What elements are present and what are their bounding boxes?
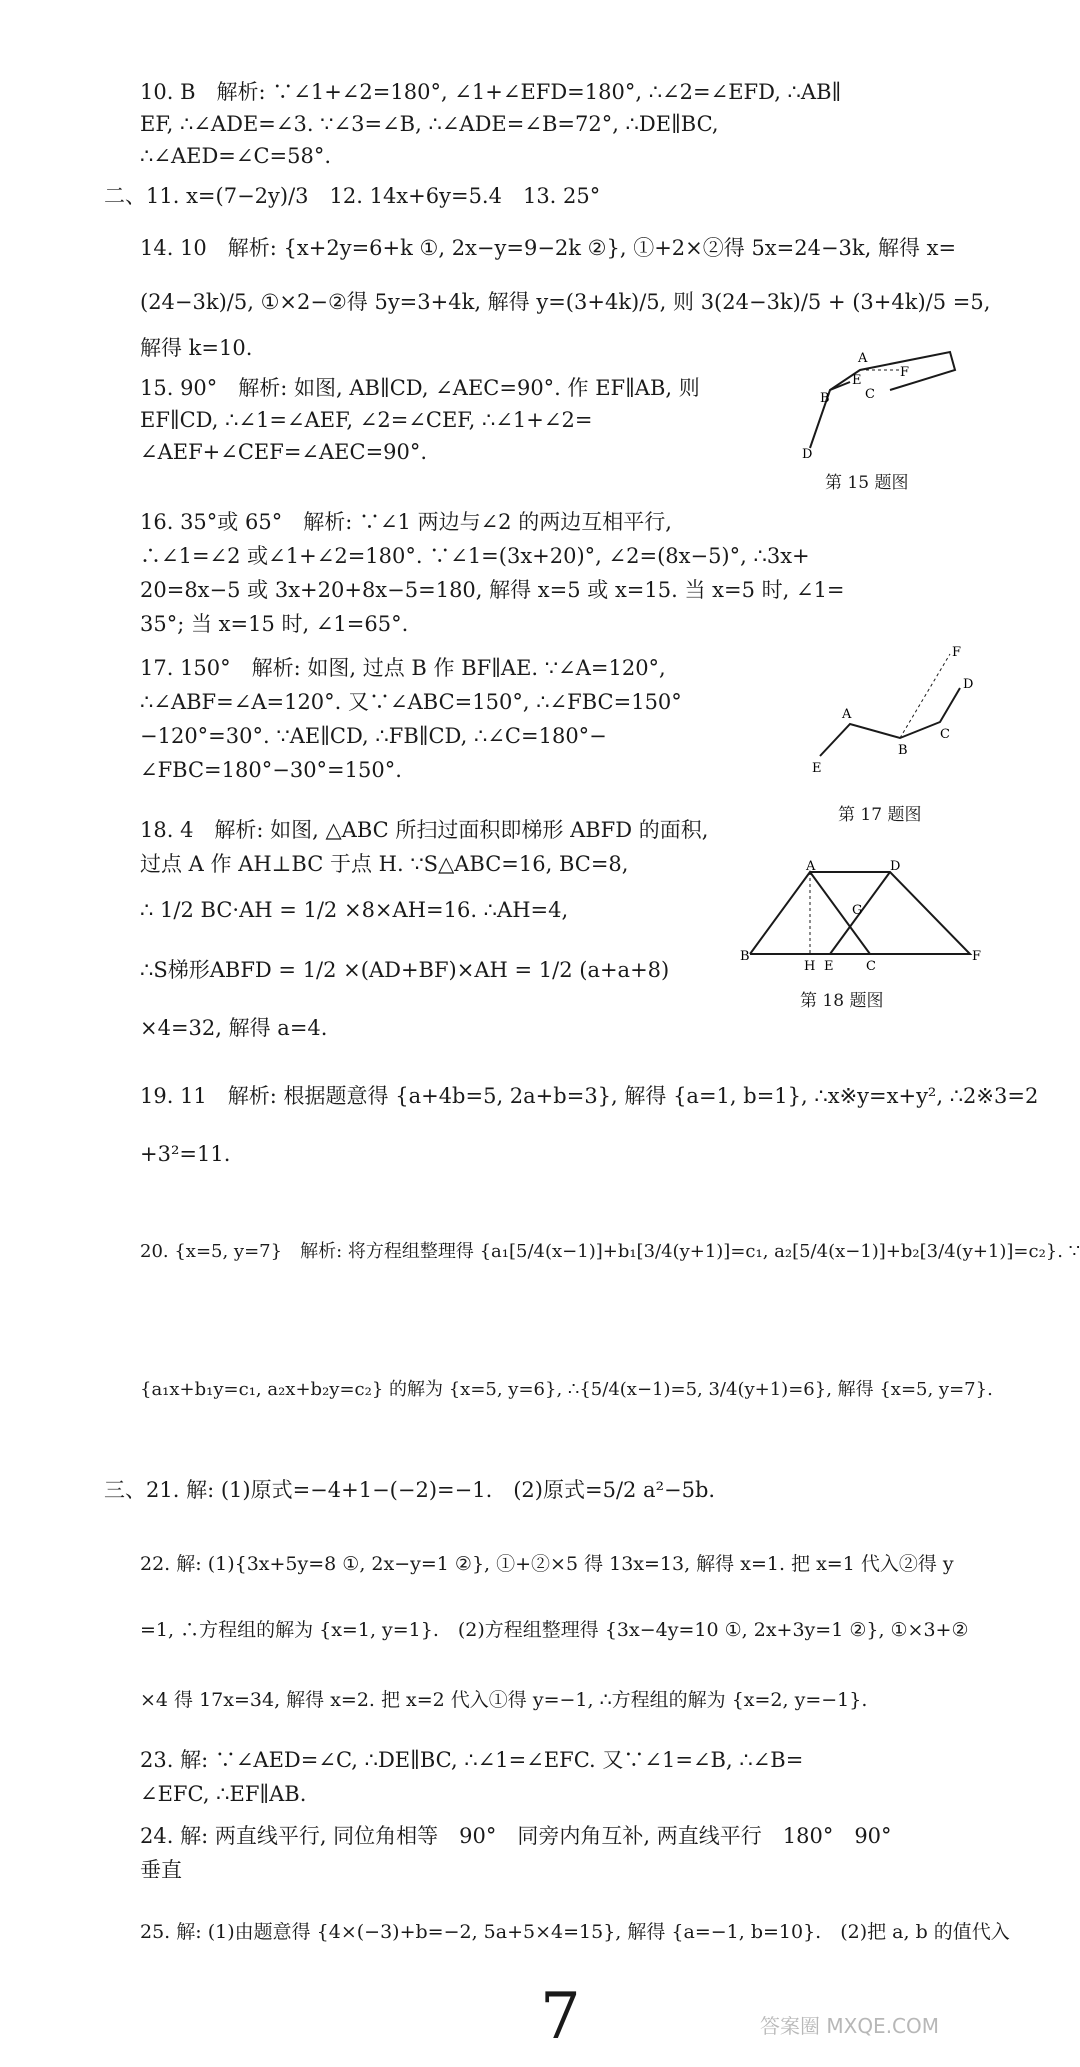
fig15-caption: 第 15 题图: [825, 473, 909, 493]
q24-line-1: 24. 解: 两直线平行, 同位角相等 90° 同旁内角互补, 两直线平行 180° 90°: [140, 1824, 892, 1848]
fig15-label-e: E: [852, 373, 862, 388]
q18-line-4: ∴S梯形ABFD = 1/2 ×(AD+BF)×AH = 1/2 (a+a+8): [140, 958, 670, 982]
q16-line-3: 20=8x−5 或 3x+20+8x−5=180, 解得 x=5 或 x=15. 当 x=5 时, ∠1=: [140, 578, 845, 602]
q17-line-2: ∴∠ABF=∠A=120°. 又∵∠ABC=150°, ∴∠FBC=150°: [140, 690, 682, 714]
q18-line-1: 18. 4 解析: 如图, △ABC 所扫过面积即梯形 ABFD 的面积,: [140, 818, 709, 842]
fig17-label-f: F: [952, 645, 962, 660]
q24-line-2: 垂直: [140, 1858, 182, 1882]
q17-line-4: ∠FBC=180°−30°=150°.: [140, 758, 402, 782]
fig15-label-c: C: [865, 387, 875, 402]
q15-line-3: ∠AEF+∠CEF=∠AEC=90°.: [140, 440, 428, 464]
fig15-label-f: F: [900, 365, 910, 380]
fig15-lines: [810, 352, 955, 448]
q10-line-2: EF, ∴∠ADE=∠3. ∵∠3=∠B, ∴∠ADE=∠B=72°, ∴DE∥BC,: [140, 112, 719, 136]
q10-line-1: 10. B 解析: ∵∠1+∠2=180°, ∠1+∠EFD=180°, ∴∠2=∠EFD, ∴AB∥: [140, 80, 842, 104]
fig18-trapezoid: [810, 872, 970, 954]
fig15-label-d: D: [802, 447, 813, 462]
fig18-caption: 第 18 题图: [800, 991, 884, 1011]
q15-line-2: EF∥CD, ∴∠1=∠AEF, ∠2=∠CEF, ∴∠1+∠2=: [140, 408, 593, 432]
fig17-label-c: C: [940, 727, 950, 742]
q11-line-1: 二、11. x=(7−2y)/3 12. 14x+6y=5.4 13. 25°: [104, 184, 601, 208]
fig18-label-b: B: [740, 949, 750, 964]
fig18-label-c: C: [866, 959, 876, 974]
q14-line-1: 14. 10 解析: {x+2y=6+k ①, 2x−y=9−2k ②}, ①+2×②得 5x=24−3k, 解得 x=: [140, 236, 957, 260]
fig18-label-a: A: [806, 859, 816, 874]
q19-line-2: +3²=11.: [140, 1142, 231, 1166]
q25-line-1: 25. 解: (1)由题意得 {4×(−3)+b=−2, 5a+5×4=15}, 解得 {a=−1, b=10}. (2)把 a, b 的值代入: [140, 1921, 1010, 1943]
q20-line-2: {a₁x+b₁y=c₁, a₂x+b₂y=c₂} 的解为 {x=5, y=6}, ∴{5/4(x−1)=5, 3/4(y+1)=6}, 解得 {x=5, y=7}.: [140, 1379, 993, 1400]
fig18-label-e: E: [824, 959, 834, 974]
fig15-label-b: B: [820, 391, 830, 406]
q19-line-1: 19. 11 解析: 根据题意得 {a+4b=5, 2a+b=3}, 解得 {a=1, b=1}, ∴x※y=x+y², ∴2※3=2: [140, 1084, 1039, 1108]
fig17-label-d: D: [963, 677, 974, 692]
fig18-label-h: H: [804, 959, 816, 974]
watermark: 答案圈 MXQE.COM: [760, 2014, 940, 2038]
q18-line-5: ×4=32, 解得 a=4.: [140, 1016, 328, 1040]
fig17-caption: 第 17 题图: [838, 805, 922, 825]
fig17-label-a: A: [842, 707, 852, 722]
fig18-label-f: F: [972, 949, 982, 964]
fig17-dashed: [900, 654, 950, 738]
q20-line-1: 20. {x=5, y=7} 解析: 将方程组整理得 {a₁[5/4(x−1)]+b₁[3/4(y+1)]=c₁, a₂[5/4(x−1)]+b₂[3/4(y+1)]=c₂}. ∵: [140, 1241, 1080, 1262]
figure-18: [740, 859, 982, 974]
q16-line-2: ∴∠1=∠2 或∠1+∠2=180°. ∵∠1=(3x+20)°, ∠2=(8x−5)°, ∴3x+: [140, 544, 810, 568]
q22-line-1: 22. 解: (1){3x+5y=8 ①, 2x−y=1 ②}, ①+②×5 得 13x=13, 解得 x=1. 把 x=1 代入②得 y: [140, 1553, 954, 1575]
figure-15: [790, 340, 970, 460]
q18-line-3: ∴ 1/2 BC·AH = 1/2 ×8×AH=16. ∴AH=4,: [140, 898, 569, 922]
q14-line-3: 解得 k=10.: [140, 336, 253, 360]
q17-line-3: −120°=30°. ∵AE∥CD, ∴FB∥CD, ∴∠C=180°−: [140, 724, 607, 748]
fig18-label-d: D: [890, 859, 901, 874]
q22-line-2: =1, ∴方程组的解为 {x=1, y=1}. (2)方程组整理得 {3x−4y=10 ①, 2x+3y=1 ②}, ①×3+②: [140, 1619, 969, 1641]
q23-line-2: ∠EFC, ∴EF∥AB.: [140, 1782, 307, 1806]
q18-line-2: 过点 A 作 AH⊥BC 于点 H. ∵S△ABC=16, BC=8,: [140, 852, 629, 876]
fig15-label-a: A: [858, 351, 868, 366]
fig17-lines: [820, 688, 960, 756]
figure-17: [800, 646, 980, 776]
q16-line-4: 35°; 当 x=15 时, ∠1=65°.: [140, 612, 409, 636]
q22-line-3: ×4 得 17x=34, 解得 x=2. 把 x=2 代入①得 y=−1, ∴方程组的解为 {x=2, y=−1}.: [140, 1689, 868, 1711]
fig18-label-g: G: [852, 903, 863, 918]
q16-line-1: 16. 35°或 65° 解析: ∵∠1 两边与∠2 的两边互相平行,: [140, 510, 672, 534]
q14-line-2: (24−3k)/5, ①×2−②得 5y=3+4k, 解得 y=(3+4k)/5, 则 3(24−3k)/5 + (3+4k)/5 =5,: [140, 290, 991, 314]
fig17-label-e: E: [812, 761, 822, 776]
q15-line-1: 15. 90° 解析: 如图, AB∥CD, ∠AEC=90°. 作 EF∥AB, 则: [140, 376, 700, 400]
q17-line-1: 17. 150° 解析: 如图, 过点 B 作 BF∥AE. ∵∠A=120°,: [140, 656, 666, 680]
q21-line-1: 三、21. 解: (1)原式=−4+1−(−2)=−1. (2)原式=5/2 a²−5b.: [104, 1478, 716, 1502]
q10-line-3: ∴∠AED=∠C=58°.: [140, 144, 332, 168]
q23-line-1: 23. 解: ∵∠AED=∠C, ∴DE∥BC, ∴∠1=∠EFC. 又∵∠1=∠B, ∴∠B=: [140, 1748, 804, 1772]
page-number: 7: [540, 1980, 581, 2054]
fig17-label-b: B: [898, 743, 908, 758]
